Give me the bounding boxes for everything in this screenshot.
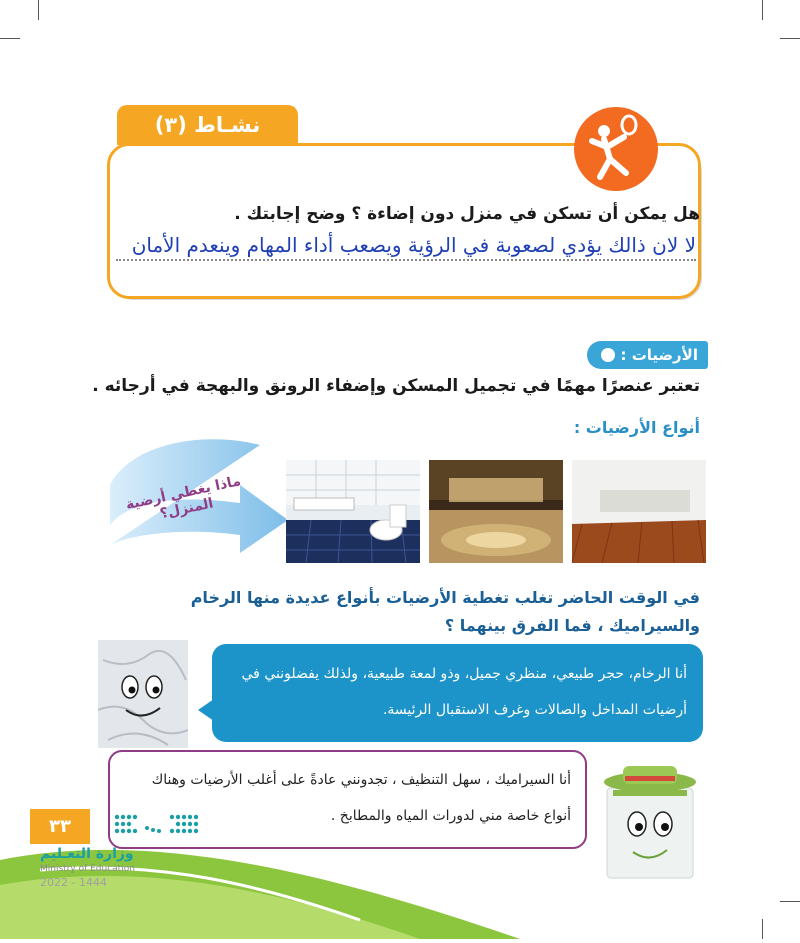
ceramic-text: أنا السيراميك ، سهل التنظيف ، تجدونني عادةً على أغلب الأرضيات وهناك أنواع خاصة مني لدورات المياه والمطابخ .	[151, 772, 571, 824]
bullet-dot-icon	[601, 348, 615, 362]
activity-person-icon	[574, 107, 658, 191]
ministry-logo-icon	[112, 812, 204, 842]
crop-mark	[780, 38, 800, 39]
crop-mark	[0, 38, 20, 39]
marble-tile-character	[98, 640, 188, 748]
activity-question: هل يمكن أن تسكن في منزل دون إضاءة ؟ وضح إجابتك .	[234, 204, 700, 224]
crop-mark	[780, 901, 800, 902]
floors-question-paragraph: في الوقت الحاضر تغلب تغطية الأرضيات بأنواع عديدة منها الرخام والسيراميك ، فما الفرق بينهما ؟	[190, 588, 700, 635]
ministry-name-en: Ministry of Education	[40, 864, 135, 874]
ceramic-tile-character	[595, 760, 705, 880]
tiled-bathroom-photo	[286, 460, 420, 563]
crop-mark	[762, 919, 763, 939]
arrow-caption: ماذا يغطي أرضية المنزل؟	[124, 473, 243, 523]
floor-photos	[286, 460, 706, 563]
floor-types-heading: أنواع الأرضيات :	[573, 418, 700, 437]
section-label-text: الأرضيات :	[620, 346, 698, 364]
page-number: ٣٣	[30, 809, 90, 844]
bubble-tail-icon	[198, 699, 214, 721]
section-label-floors	[587, 341, 709, 369]
marble-speech-bubble	[212, 644, 703, 742]
marble-text: أنا الرخام، حجر طبيعي، منظري جميل، وذو لمعة طبيعية، ولذلك يفضلونني في أرضيات المداخل والصالات وغرف الاستقبال الرئيسة.	[241, 666, 687, 718]
floors-intro: تعتبر عنصرًا مهمًا في تجميل المسكن وإضفاء الرونق والبهجة في أرجائه .	[92, 376, 700, 396]
crop-mark	[762, 0, 763, 20]
wood-floor-photo	[572, 460, 706, 563]
ministry-name-ar: وزارة التعـليم	[40, 846, 134, 862]
edition-year: 2022 - 1444	[40, 876, 107, 889]
activity-answer: لا لان ذالك يؤدي لصعوبة في الرؤية ويصعب أداء المهام وينعدم الأمان	[116, 233, 696, 261]
marble-hall-photo	[429, 460, 563, 563]
crop-mark	[38, 0, 39, 20]
activity-tab: نشـاط (٣)	[117, 105, 298, 145]
